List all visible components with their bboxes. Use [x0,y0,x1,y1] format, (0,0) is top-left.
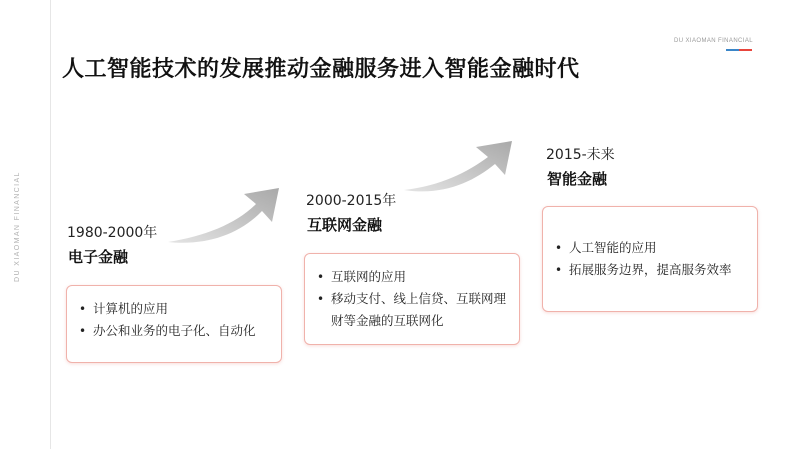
list-item: • 拓展服务边界，提高服务效率 [555,259,747,281]
list-item: • 计算机的应用 [79,298,271,320]
bullet-icon: • [555,263,563,277]
bullet-icon: • [317,270,325,284]
arrow-1-icon [168,188,279,243]
stage-1-card [66,285,282,363]
stage-1-name: 电子金融 [68,248,129,266]
bullet-icon: • [79,302,87,316]
stage-2-name: 互联网金融 [307,216,383,234]
top-brand-text: DU XIAOMAN FINANCIAL [673,38,753,44]
list-item: • 人工智能的应用 [555,237,747,259]
bullet-icon: • [79,324,87,338]
stage-1-period: 1980-2000年 [67,225,158,241]
stage-3-card [542,206,758,312]
stage-3-period: 2015-未来 [546,147,615,163]
stage-3-name: 智能金融 [547,170,608,188]
bullet-icon: • [317,292,325,306]
arrow-2-icon [404,141,512,191]
side-brand-text: DU XIAOMAN FINANCIAL [14,171,21,282]
bullet-icon: • [555,241,563,255]
stage-2-period: 2000-2015年 [306,193,397,209]
list-item: • 办公和业务的电子化、自动化 [79,320,271,342]
list-item: • 互联网的应用 [317,266,509,288]
list-item: • 移动支付、线上信贷、互联网理财等金融的互联网化 [317,288,509,332]
page-title: 人工智能技术的发展推动金融服务进入智能金融时代 [62,57,580,82]
stage-2-card [304,253,520,345]
